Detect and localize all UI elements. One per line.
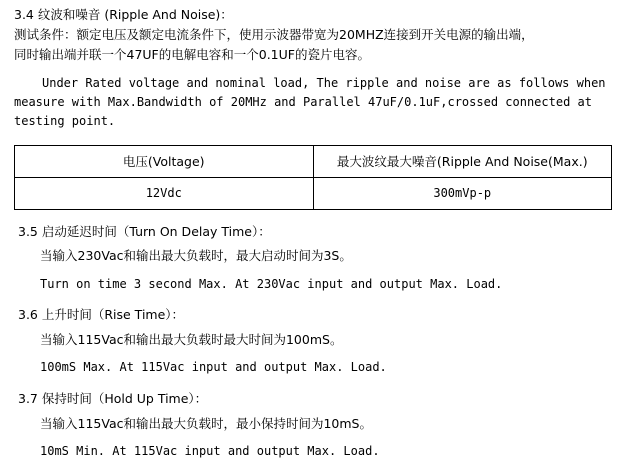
- table-header-ripple-noise: 最大波纹最大噪音(Ripple And Noise(Max.): [313, 145, 612, 177]
- section-3-4-condition-line-1: 测试条件：额定电压及额定电流条件下，使用示波器带宽为20MHZ连接到开关电源的输出端，: [14, 27, 534, 42]
- table-header-row: [15, 145, 612, 177]
- table-cell-voltage-value: 12Vdc: [15, 177, 314, 209]
- section-3-6-chinese: 当输入115Vac和输出最大负载时最大时间为100mS。: [40, 332, 343, 348]
- section-3-4-english-line-1: Under Rated voltage and nominal load, The ripple and noise are as follows when: [42, 76, 606, 90]
- section-3-7-heading: 3.7 保持时间（Hold Up Time）：: [18, 391, 208, 406]
- section-3-5-heading: 3.5 启动延迟时间（Turn On Delay Time）：: [18, 223, 271, 239]
- section-3-5-chinese: 当输入230Vac和输出最大负载时，最大启动时间为3S。: [40, 248, 352, 264]
- section-3-6-heading: 3.6 上升时间（Rise Time）：: [18, 307, 185, 323]
- section-3-6-english: 100mS Max. At 115Vac input and output Max. Load.: [40, 360, 387, 375]
- table-row: [15, 177, 612, 209]
- table-cell-ripple-value: 300mVp-p: [313, 177, 612, 209]
- section-3-5-english: Turn on time 3 second Max. At 230Vac input and output Max. Load.: [40, 276, 503, 291]
- ripple-noise-table: [14, 145, 612, 210]
- table-header-voltage: 电压(Voltage): [15, 145, 314, 177]
- section-3-7-chinese: 当输入115Vac和输出最大负载时，最小保持时间为10mS。: [40, 415, 372, 431]
- section-3-4-heading: 3.4 纹波和噪音 (Ripple And Noise)：: [14, 7, 233, 22]
- section-3-4-english-line-2: measure with Max.Bandwidth of 20MHz and Parallel 47uF/0.1uF,crossed connected at: [14, 95, 592, 110]
- section-3-7-english: 10mS Min. At 115Vac input and output Max. Load.: [40, 444, 380, 459]
- section-3-4-condition-line-2: 同时输出端并联一个47UF的电解电容和一个0.1UF的瓷片电容。: [14, 47, 370, 62]
- section-3-4-english-line-3: testing point.: [14, 114, 116, 129]
